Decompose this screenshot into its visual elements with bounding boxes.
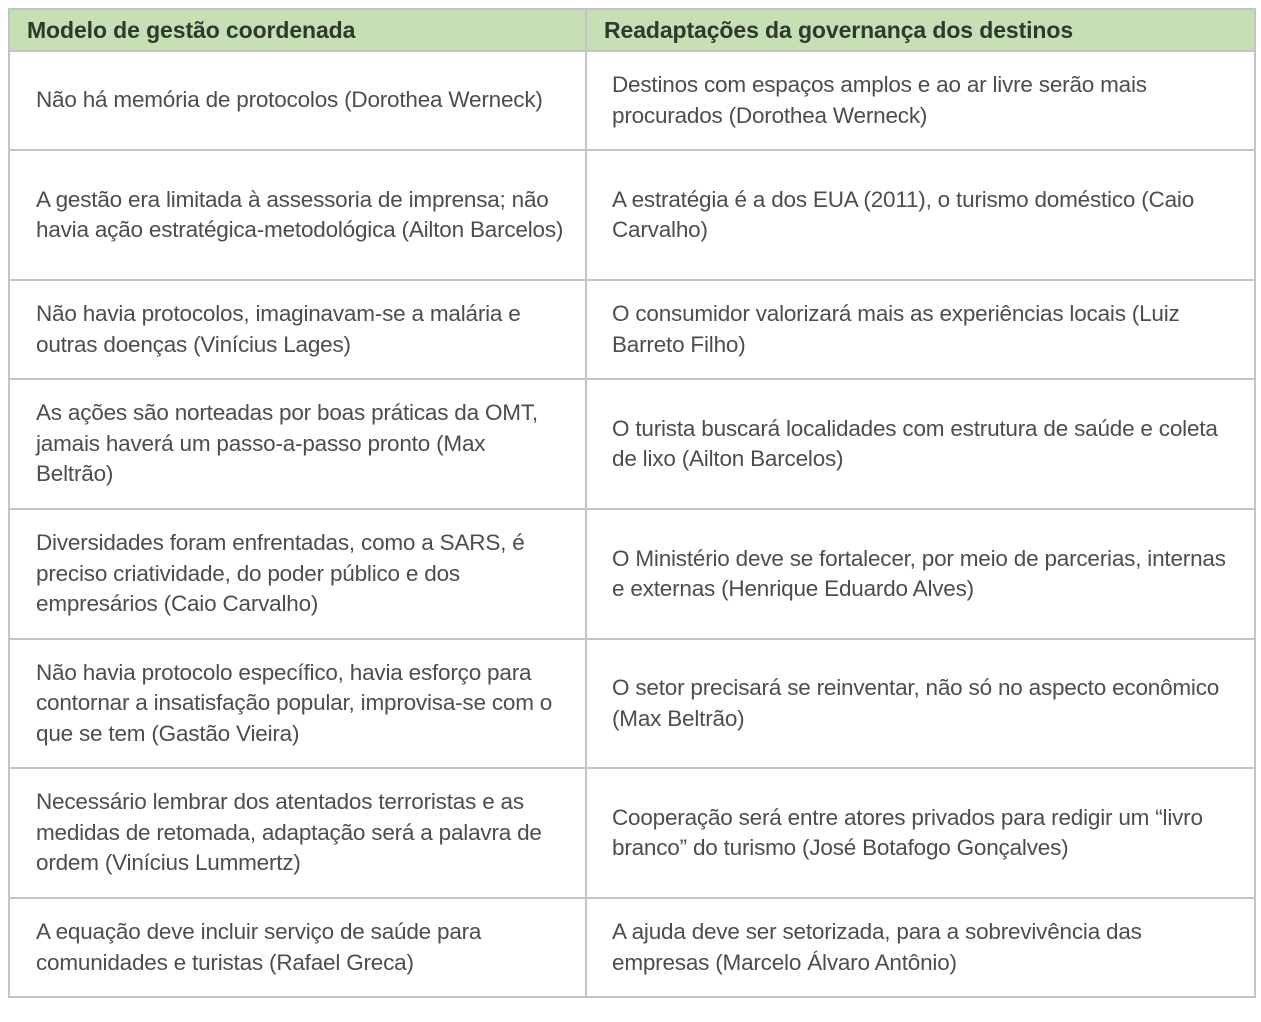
table-row (9, 150, 1255, 280)
table-cell-governance (586, 280, 1255, 379)
table-cell-governance (586, 898, 1255, 997)
table-cell-governance (586, 639, 1255, 768)
governance-comparison-table (8, 8, 1256, 998)
cell-text: Não havia protocolo específico, havia esforço para contornar a insatisfação popular, improvisa-se com o que se tem (Gastão Vieira) (36, 659, 553, 746)
table-header-row (9, 9, 1255, 51)
column-header-coordinated-management: Modelo de gestão coordenada (9, 9, 586, 51)
table-cell-management (9, 150, 586, 280)
table-cell-management (9, 51, 586, 150)
cell-text: Necessário lembrar dos atentados terroristas e as medidas de retomada, adaptação será a palavra de ordem (Vinícius Lummertz) (36, 789, 542, 876)
cell-text: O consumidor valorizará mais as experiências locais (Luiz Barreto Filho) (612, 301, 1180, 357)
table-cell-management (9, 898, 586, 997)
table-cell-governance (586, 379, 1255, 509)
table-cell-governance (586, 51, 1255, 150)
cell-text: Diversidades foram enfrentadas, como a SARS, é preciso criatividade, do poder público e dos empresários (Caio Carvalho) (36, 530, 525, 617)
table-cell-management (9, 509, 586, 639)
table-row (9, 280, 1255, 379)
table-cell-management (9, 768, 586, 898)
table-cell-governance (586, 150, 1255, 280)
column-header-destination-governance: Readaptações da governança dos destinos (586, 9, 1255, 51)
table-row (9, 51, 1255, 150)
cell-text: Não havia protocolos, imaginavam-se a malária e outras doenças (Vinícius Lages) (36, 301, 521, 357)
cell-text: Não há memória de protocolos (Dorothea Werneck) (36, 87, 543, 113)
table-cell-management (9, 379, 586, 509)
table-row (9, 768, 1255, 898)
table-row (9, 898, 1255, 997)
cell-text: A gestão era limitada à assessoria de imprensa; não havia ação estratégica-metodológica (Ailton Barcelos) (36, 186, 564, 242)
table-cell-management (9, 639, 586, 768)
cell-text: A equação deve incluir serviço de saúde para comunidades e turistas (Rafael Greca) (36, 919, 482, 975)
table-row (9, 639, 1255, 768)
cell-text: A estratégia é a dos EUA (2011), o turismo doméstico (Caio Carvalho) (612, 186, 1195, 242)
cell-text: As ações são norteadas por boas práticas da OMT, jamais haverá um passo-a-passo pronto (Max Beltrão) (36, 400, 538, 487)
cell-text: O Ministério deve se fortalecer, por meio de parcerias, internas e externas (Henrique Eduardo Alves) (612, 545, 1226, 601)
table-cell-management (9, 280, 586, 379)
cell-text: Destinos com espaços amplos e ao ar livre serão mais procurados (Dorothea Werneck) (612, 72, 1147, 128)
table-row (9, 509, 1255, 639)
cell-text: O setor precisará se reinventar, não só no aspecto econômico (Max Beltrão) (612, 675, 1220, 731)
table-row (9, 379, 1255, 509)
cell-text: Cooperação será entre atores privados para redigir um “livro branco” do turismo (José Botafogo Gonçalves) (612, 804, 1203, 860)
cell-text: O turista buscará localidades com estrutura de saúde e coleta de lixo (Ailton Barcelos) (612, 415, 1218, 471)
table-cell-governance (586, 509, 1255, 639)
table-cell-governance (586, 768, 1255, 898)
governance-table-container (8, 8, 1254, 998)
cell-text: A ajuda deve ser setorizada, para a sobrevivência das empresas (Marcelo Álvaro Antônio) (612, 919, 1142, 975)
